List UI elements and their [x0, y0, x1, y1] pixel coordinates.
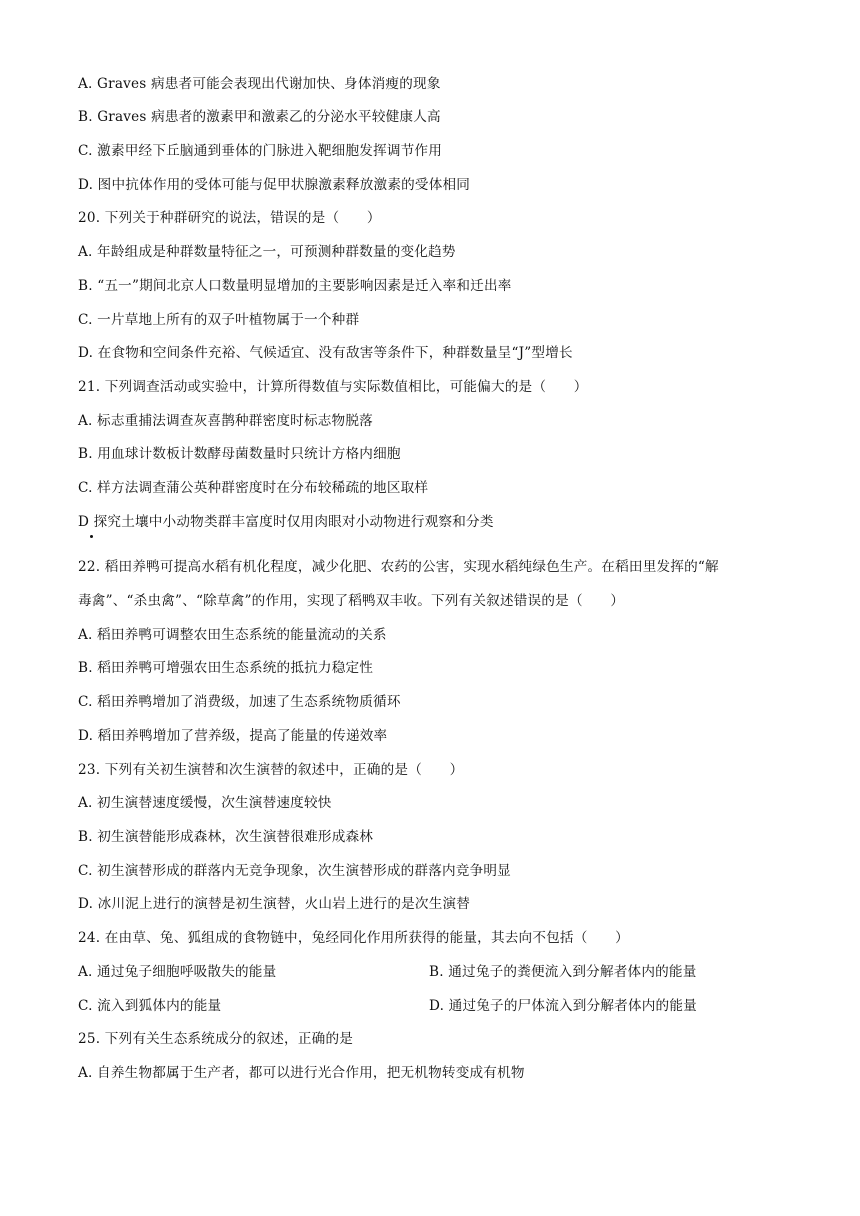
q24-option-d: D. 通过兔子的尸体流入到分解者体内的能量: [429, 998, 697, 1014]
q24-option-a: A. 通过兔子细胞呼吸散失的能量: [78, 964, 277, 980]
q22-option-d: D. 稻田养鸭增加了营养级，提高了能量的传递效率: [78, 728, 388, 744]
q22-option-a: A. 稻田养鸭可调整农田生态系统的能量流动的关系: [78, 627, 387, 643]
q23-option-c: C. 初生演替形成的群落内无竞争现象，次生演替形成的群落内竞争明显: [78, 863, 511, 879]
q21-option-b: B. 用血球计数板计数酵母菌数量时只统计方格内细胞: [78, 446, 401, 462]
q24-option-b: B. 通过兔子的粪便流入到分解者体内的能量: [429, 964, 697, 980]
q22-option-c: C. 稻田养鸭增加了消费级，加速了生态系统物质循环: [78, 694, 401, 710]
q19-option-a: A. Graves 病患者可能会表现出代谢加快、身体消瘦的现象: [78, 76, 441, 92]
q22-option-b: B. 稻田养鸭可增强农田生态系统的抵抗力稳定性: [78, 660, 374, 676]
q22-stem-line2: 毒禽”、“杀虫禽”、“除草禽”的作用，实现了稻鸭双丰收。下列有关叙述错误的是（ ）: [78, 593, 625, 609]
q19-option-c: C. 激素甲经下丘脑通到垂体的门脉进入靶细胞发挥调节作用: [78, 143, 443, 159]
q20-option-c: C. 一片草地上所有的双子叶植物属于一个种群: [78, 312, 360, 328]
emphasis-dot: [90, 535, 93, 538]
q19-option-b: B. Graves 病患者的激素甲和激素乙的分泌水平较健康人高: [78, 109, 441, 125]
q21-option-a: A. 标志重捕法调查灰喜鹊种群密度时标志物脱落: [78, 413, 373, 429]
q24-option-c: C. 流入到狐体内的能量: [78, 998, 222, 1014]
q22-stem-line1: 22. 稻田养鸭可提高水稻有机化程度，减少化肥、农药的公害，实现水稻纯绿色生产。在稻田里发挥的“解: [78, 559, 719, 575]
q20-option-a: A. 年龄组成是种群数量特征之一，可预测种群数量的变化趋势: [78, 244, 456, 260]
q23-option-a: A. 初生演替速度缓慢，次生演替速度较快: [78, 795, 332, 811]
q23-stem: 23. 下列有关初生演替和次生演替的叙述中，正确的是（ ）: [78, 762, 464, 778]
q21-option-c: C. 样方法调查蒲公英种群密度时在分布较稀疏的地区取样: [78, 480, 429, 496]
q24-stem: 24. 在由草、兔、狐组成的食物链中，兔经同化作用所获得的能量，其去向不包括（ ）: [78, 930, 629, 946]
q25-stem: 25. 下列有关生态系统成分的叙述，正确的是: [78, 1031, 354, 1047]
q21-option-d: D 探究土壤中小动物类群丰富度时仅用肉眼对小动物进行观察和分类: [78, 514, 494, 530]
q25-option-a: A. 自养生物都属于生产者，都可以进行光合作用，把无机物转变成有机物: [78, 1065, 525, 1081]
q20-stem: 20. 下列关于种群研究的说法，错误的是（ ）: [78, 210, 381, 226]
q20-option-b: B. “五一”期间北京人口数量明显增加的主要影响因素是迁入率和迁出率: [78, 278, 512, 294]
q20-option-d: D. 在食物和空间条件充裕、气候适宜、没有敌害等条件下，种群数量呈“J”型增长: [78, 345, 573, 361]
q19-option-d: D. 图中抗体作用的受体可能与促甲状腺激素释放激素的受体相同: [78, 177, 471, 193]
q23-option-b: B. 初生演替能形成森林，次生演替很难形成森林: [78, 829, 374, 845]
q23-option-d: D. 冰川泥上进行的演替是初生演替，火山岩上进行的是次生演替: [78, 896, 471, 912]
q21-stem: 21. 下列调查活动或实验中，计算所得数值与实际数值相比，可能偏大的是（ ）: [78, 379, 588, 395]
